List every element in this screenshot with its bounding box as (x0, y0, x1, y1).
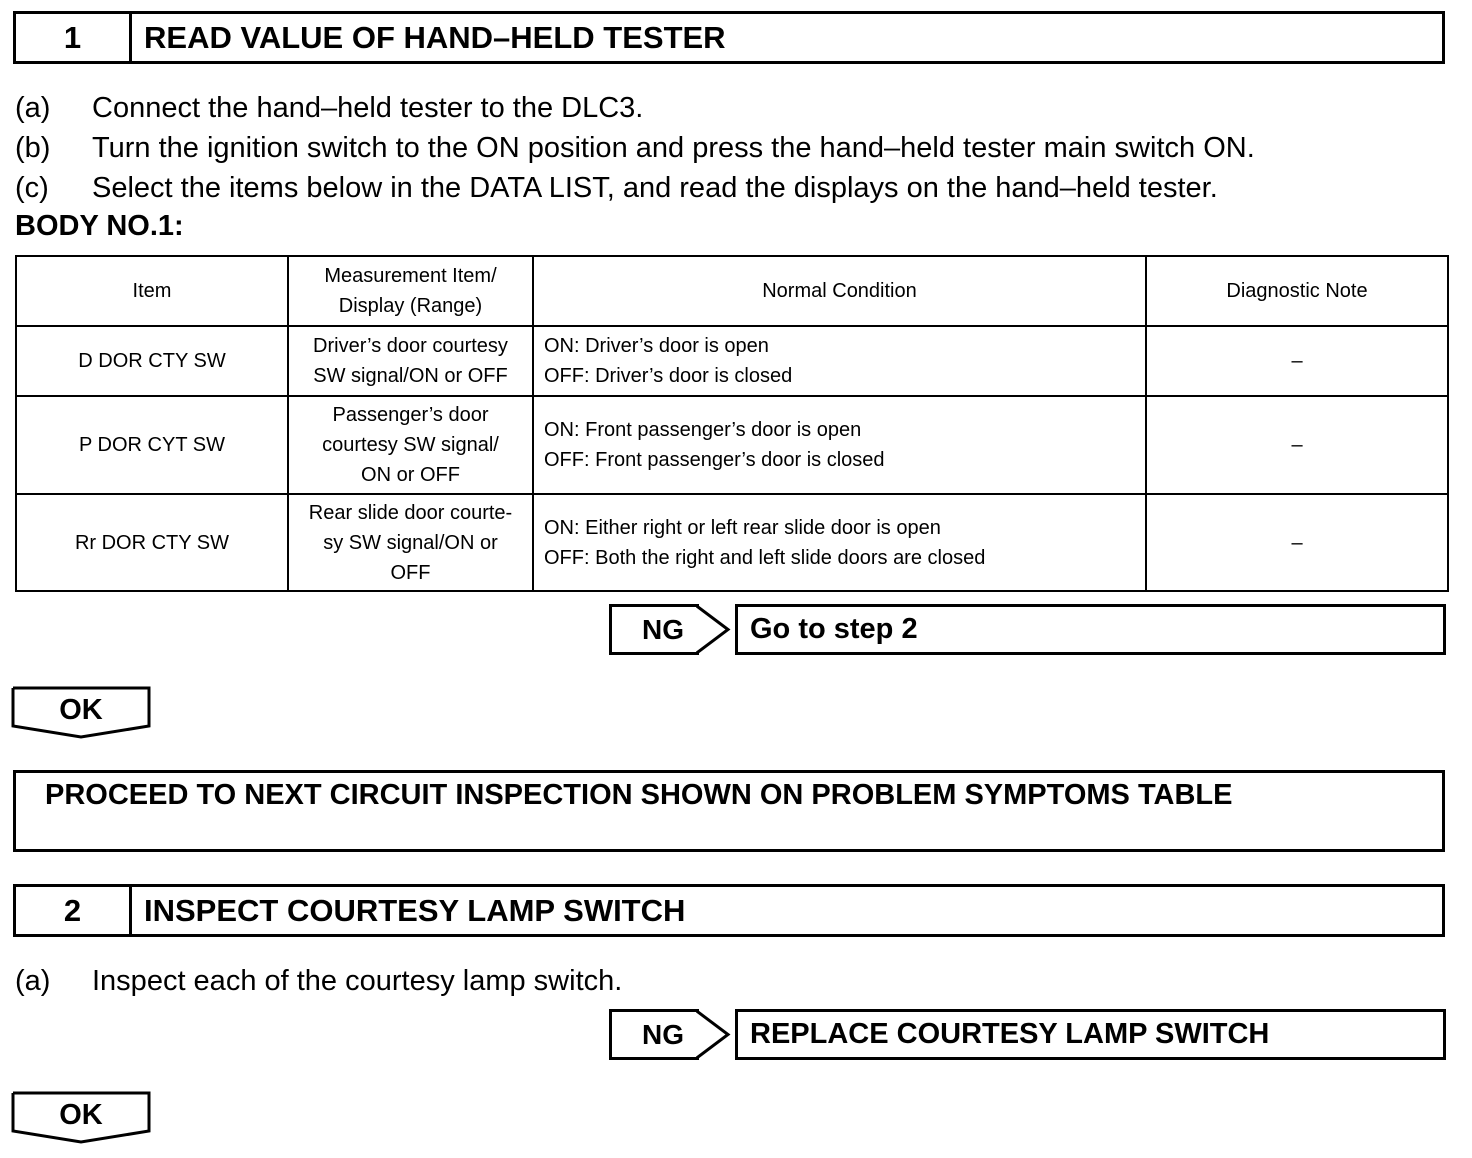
ng-arrow-icon (696, 1009, 732, 1060)
ng-result-2 (735, 1009, 1446, 1060)
header-item: Item (16, 256, 288, 326)
cell-item: Rr DOR CTY SW (16, 494, 288, 591)
cell-diagnostic-note: – (1146, 326, 1448, 396)
step-2-header (13, 884, 1445, 937)
cell-measurement: Rear slide door courte- sy SW signal/ON or OFF (288, 494, 533, 591)
step-1-title: READ VALUE OF HAND–HELD TESTER (144, 19, 726, 55)
step-1-number: 1 (16, 14, 132, 61)
step-1-para-b (15, 128, 1455, 168)
data-list-table (15, 255, 1449, 592)
para-label: (b) (15, 132, 51, 164)
ng-result-text: REPLACE COURTESY LAMP SWITCH (750, 1018, 1270, 1050)
table-row (16, 326, 1448, 396)
step-2-number: 2 (16, 887, 132, 934)
ok-label: OK (59, 694, 103, 726)
para-text: Select the items below in the DATA LIST, and read the displays on the hand–held tester. (92, 172, 1218, 204)
ng-result-1 (735, 604, 1446, 655)
para-label: (c) (15, 172, 49, 204)
ng-tag-1 (609, 604, 699, 655)
ng-label: NG (642, 1018, 684, 1050)
ok-tag-1 (11, 686, 151, 740)
table-header-row (16, 256, 1448, 326)
cell-measurement: Passenger’s door courtesy SW signal/ ON or OFF (288, 396, 533, 494)
cell-diagnostic-note: – (1146, 494, 1448, 591)
step-1-header (13, 11, 1445, 64)
table-row (16, 494, 1448, 591)
cell-item: P DOR CYT SW (16, 396, 288, 494)
cell-measurement: Driver’s door courtesy SW signal/ON or OFF (288, 326, 533, 396)
header-normal-condition: Normal Condition (533, 256, 1146, 326)
para-label: (a) (15, 92, 51, 124)
ng-label: NG (642, 613, 684, 645)
step-2-title: INSPECT COURTESY LAMP SWITCH (144, 892, 686, 928)
cell-item: D DOR CTY SW (16, 326, 288, 396)
step-1-para-a (15, 88, 1455, 128)
para-text: Connect the hand–held tester to the DLC3. (92, 92, 644, 124)
ng-arrow-icon (696, 604, 732, 655)
ok-tag-2 (11, 1091, 151, 1145)
ng-result-text: Go to step 2 (750, 613, 918, 645)
cell-normal-condition: ON: Front passenger’s door is open OFF: Front passenger’s door is closed (533, 396, 1146, 494)
step-2-para-a (15, 961, 1455, 1001)
header-measurement: Measurement Item/ Display (Range) (288, 256, 533, 326)
cell-normal-condition: ON: Driver’s door is open OFF: Driver’s door is closed (533, 326, 1146, 396)
ng-tag-2 (609, 1009, 699, 1060)
para-text: Inspect each of the courtesy lamp switch. (92, 965, 623, 997)
para-label: (a) (15, 965, 51, 997)
para-text: Turn the ignition switch to the ON position and press the hand–held tester main switch ON. (92, 132, 1255, 164)
header-diagnostic-note: Diagnostic Note (1146, 256, 1448, 326)
cell-normal-condition: ON: Either right or left rear slide door is open OFF: Both the right and left slide doors are closed (533, 494, 1146, 591)
section-label: BODY NO.1: (15, 210, 184, 242)
step-1-para-c (15, 168, 1455, 208)
proceed-box (13, 770, 1445, 852)
table-row (16, 396, 1448, 494)
ok-label: OK (59, 1099, 103, 1131)
cell-diagnostic-note: – (1146, 396, 1448, 494)
proceed-text: PROCEED TO NEXT CIRCUIT INSPECTION SHOWN ON PROBLEM SYMPTOMS TABLE (45, 779, 1233, 811)
